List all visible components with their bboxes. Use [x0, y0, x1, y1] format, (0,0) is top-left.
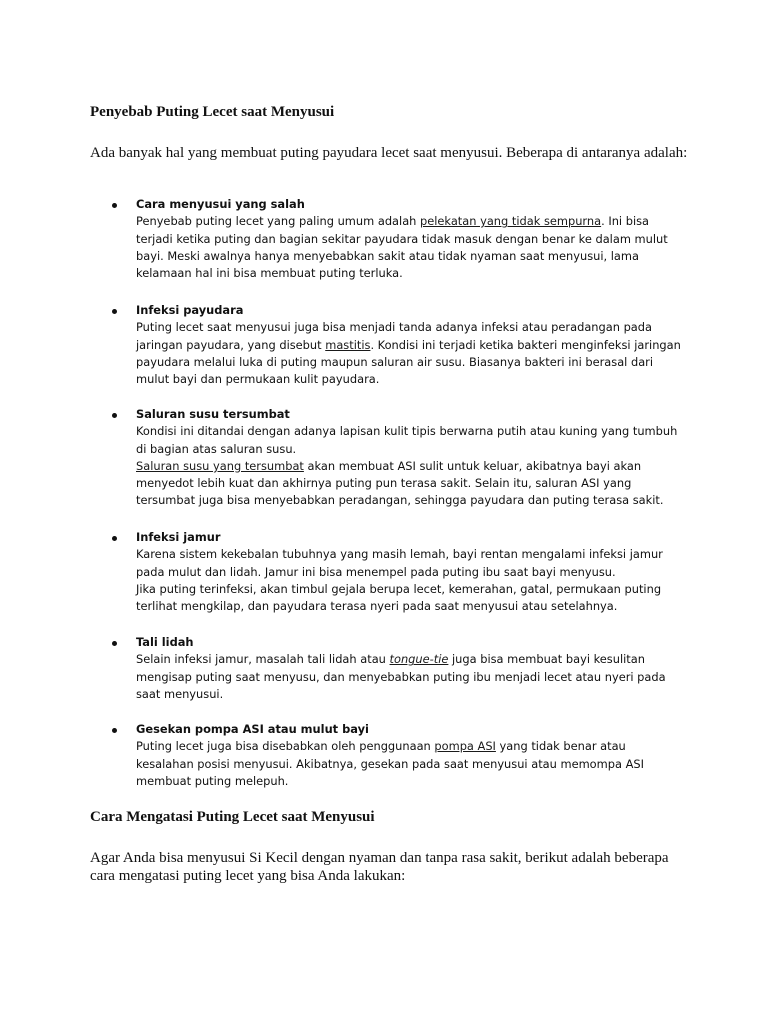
list-item-text: Karena sistem kekebalan tubuhnya yang masih lemah, bayi rentan mengalami infeksi jamur pada mulut dan lidah. Jamur ini bisa menempel pada puting ibu saat bayi menyusu. [136, 547, 663, 579]
list-item-title: Gesekan pompa ASI atau mulut bayi [136, 722, 369, 736]
bullet-icon [112, 413, 117, 418]
list-item-title: Cara menyusui yang salah [136, 197, 305, 211]
bullet-icon [112, 641, 117, 646]
list-item-text: Puting lecet saat menyusui juga bisa menjadi tanda adanya infeksi atau peradangan pada jaringan payudara, yang disebut mastitis. Kondisi ini terjadi ketika bakteri menginfeksi jaringan payudara melalui luka di puting maupun saluran air susu. Biasanya bakteri ini berasal dari mulut bayi dan permukaan kulit payudara. [136, 320, 681, 387]
list-item-text: Penyebab puting lecet yang paling umum adalah pelekatan yang tidak sempurna. Ini bisa terjadi ketika puting dan bagian sekitar payudara tidak masuk dengan benar ke dalam mulut bayi. Meski awalnya hanya menyebabkan sakit atau tidak nyaman saat menyusui, lama kelamaan hal ini bisa membuat puting terluka. [136, 214, 668, 281]
list-item-text: Puting lecet juga bisa disebabkan oleh penggunaan pompa ASI yang tidak benar atau kesalahan posisi menyusui. Akibatnya, gesekan pada saat menyusui atau memompa ASI membuat puting melepuh. [136, 739, 644, 788]
section-intro-solutions: Agar Anda bisa menyusui Si Kecil dengan nyaman dan tanpa rasa sakit, berikut adalah beberapa cara mengatasi puting lecet yang bisa Anda lakukan: [90, 850, 669, 884]
bullet-icon [112, 203, 117, 208]
list-item-title: Tali lidah [136, 635, 194, 649]
link-pompa-asi[interactable]: pompa ASI [434, 739, 496, 754]
list-item-title: Infeksi payudara [136, 303, 244, 317]
list-item-text: Saluran susu yang tersumbat akan membuat ASI sulit untuk keluar, akibatnya bayi akan menyedot lebih kuat dan akhirnya puting pun terasa sakit. Selain itu, saluran ASI yang tersumbat juga bisa menyebabkan peradangan, sehingga payudara dan puting terasa sakit. [136, 458, 664, 508]
link-pelekatan[interactable]: pelekatan yang tidak sempurna [420, 214, 602, 229]
section-intro-causes: Ada banyak hal yang membuat puting payudara lecet saat menyusui. Beberapa di antaranya adalah: [90, 145, 688, 161]
link-tongue-tie[interactable]: tongue-tie [389, 652, 449, 667]
link-saluran-susu-tersumbat[interactable]: Saluran susu yang tersumbat [136, 458, 304, 473]
list-item-text: Kondisi ini ditandai dengan adanya lapisan kulit tipis berwarna putih atau kuning yang tumbuh di bagian atas saluran susu. [136, 424, 678, 456]
list-item-text: Selain infeksi jamur, masalah tali lidah atau tongue-tie juga bisa membuat bayi kesulitan mengisap puting saat menyusu, dan menyebabkan puting ibu menjadi lecet atau nyeri pada saat menyusui. [136, 652, 666, 701]
list-item-text: Jika puting terinfeksi, akan timbul gejala berupa lecet, kemerahan, gatal, permukaan puting terlihat mengkilap, dan payudara terasa nyeri pada saat menyusui atau setelahnya. [136, 581, 662, 614]
list-item-title: Infeksi jamur [136, 530, 221, 544]
section-heading-solutions: Cara Mengatasi Puting Lecet saat Menyusui [90, 809, 375, 825]
bullet-icon [112, 728, 117, 733]
section-heading-causes: Penyebab Puting Lecet saat Menyusui [90, 104, 335, 120]
link-mastitis[interactable]: mastitis [325, 337, 371, 352]
bullet-icon [112, 536, 117, 541]
bullet-icon [112, 309, 117, 314]
list-item-title: Saluran susu tersumbat [136, 407, 290, 421]
